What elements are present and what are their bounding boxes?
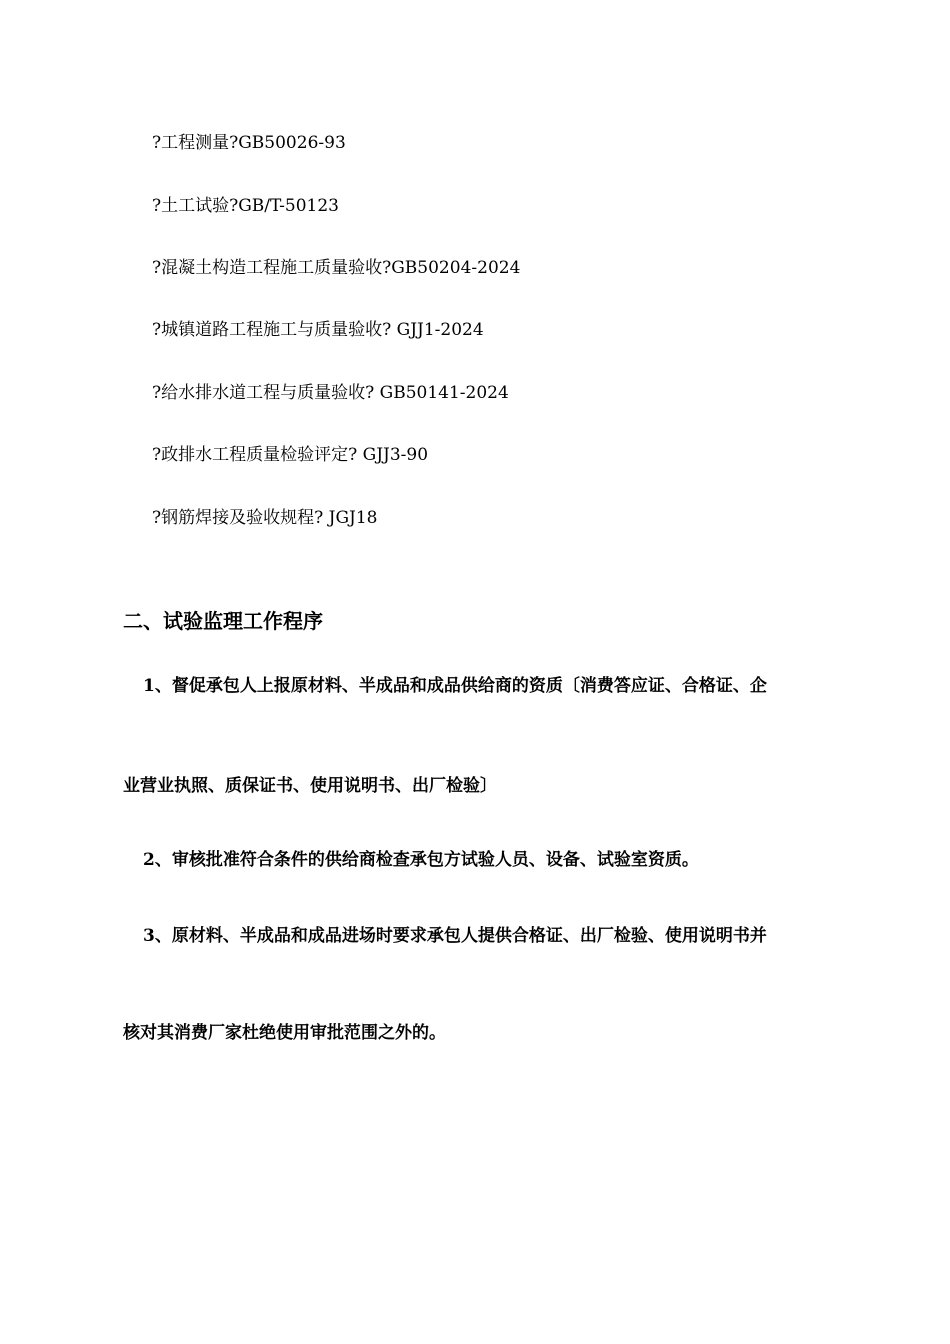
procedure-item-1-line-1: 1、督促承包人上报原材料、半成品和成品供给商的资质〔消费答应证、合格证、企 — [143, 676, 767, 696]
procedure-item-3-line-1: 3、原材料、半成品和成品进场时要求承包人提供合格证、出厂检验、使用说明书并 — [143, 926, 767, 946]
standard-item: ?政排水工程质量检验评定? GJJ3-90 — [152, 445, 429, 465]
procedure-item-3-line-2: 核对其消费厂家杜绝使用审批范围之外的。 — [123, 1023, 446, 1043]
standard-item: ?工程测量?GB50026-93 — [152, 133, 346, 153]
standard-item: ?混凝土构造工程施工质量验收?GB50204-2024 — [152, 258, 521, 278]
standard-item: ?钢筋焊接及验收规程? JGJ18 — [152, 508, 378, 528]
procedure-item-1-line-2: 业营业执照、质保证书、使用说明书、出厂检验〕 — [123, 776, 497, 796]
section-heading: 二、试验监理工作程序 — [123, 609, 323, 633]
standard-item: ?给水排水道工程与质量验收? GB50141-2024 — [152, 383, 509, 403]
standard-item: ?土工试验?GB/T-50123 — [152, 196, 339, 216]
standard-item: ?城镇道路工程施工与质量验收? GJJ1-2024 — [152, 320, 484, 340]
procedure-item-2: 2、审核批准符合条件的供给商检查承包方试验人员、设备、试验室资质。 — [143, 850, 699, 870]
